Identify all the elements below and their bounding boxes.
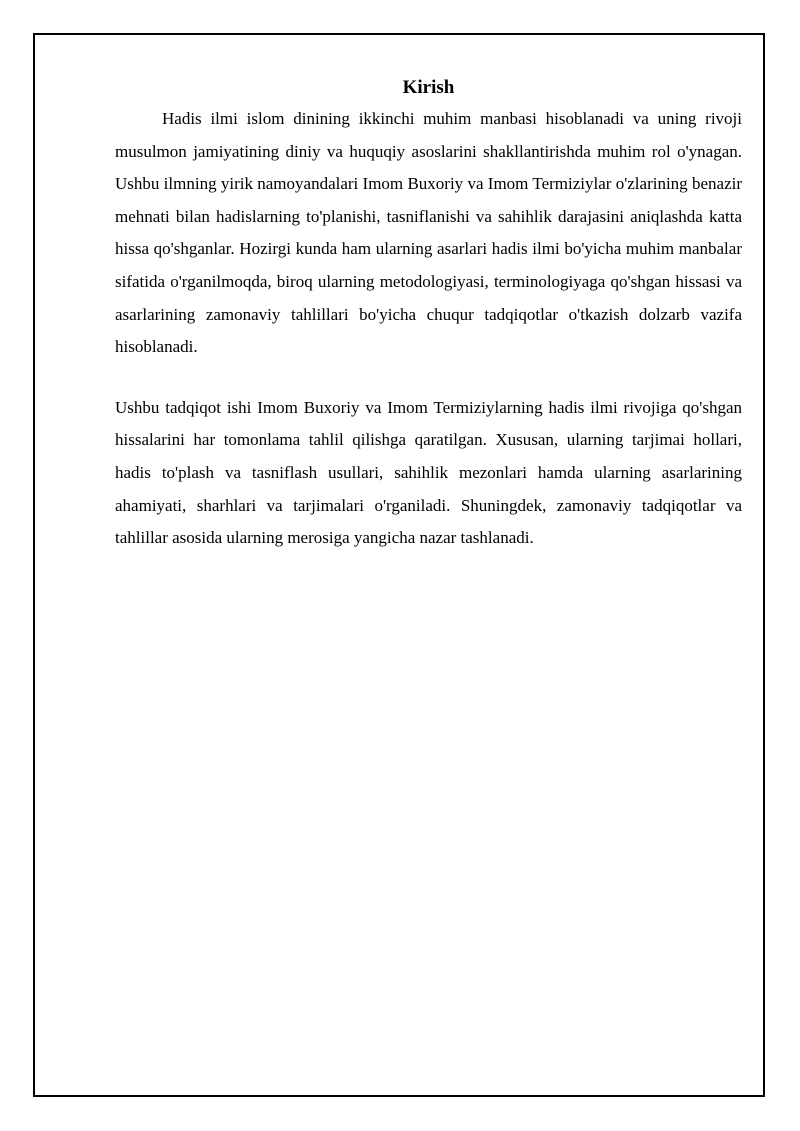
paragraph-intro: Hadis ilmi islom dinining ikkinchi muhim manbasi hisoblanadi va uning rivoji musulmon jamiyatining diniy va huquqiy asoslarini shakllantirishda muhim rol o'ynagan. Ushbu ilmning yirik namoyandalari Imom Buxoriy va Imom Termiziylar o'zlarining benazir mehnati bilan hadislarning to'planishi, tasniflanishi va sahihlik darajasini aniqlashda katta hissa qo'shganlar. Hozirgi kunda ham ularning asarlari hadis ilmi bo'yicha muhim manbalar sifatida o'rganilmoqda, biroq ularning metodologiyasi, terminologiyaga qo'shgan hissasi va asarlarining zamonaviy tahlillari bo'yicha chuqur tadqiqotlar o'tkazish dolzarb vazifa hisoblanadi. bbox=[115, 109, 742, 357]
paragraph-research-aim: Ushbu tadqiqot ishi Imom Buxoriy va Imom Termiziylarning hadis ilmi rivojiga qo'shgan hissalarini har tomonlama tahlil qilishga qaratilgan. Xususan, ularning tarjimai hollari, hadis to'plash va tasniflash usullari, sahihlik mezonlari hamda ularning asarlarining ahamiyati, sharhlari va tarjimalari o'rganiladi. Shuningdek, zamonaviy tadqiqotlar va tahlillar asosida ularning merosiga yangicha nazar tashlanadi. bbox=[115, 397, 742, 548]
page-title: Kirish bbox=[402, 77, 455, 98]
document-body bbox=[115, 73, 742, 555]
